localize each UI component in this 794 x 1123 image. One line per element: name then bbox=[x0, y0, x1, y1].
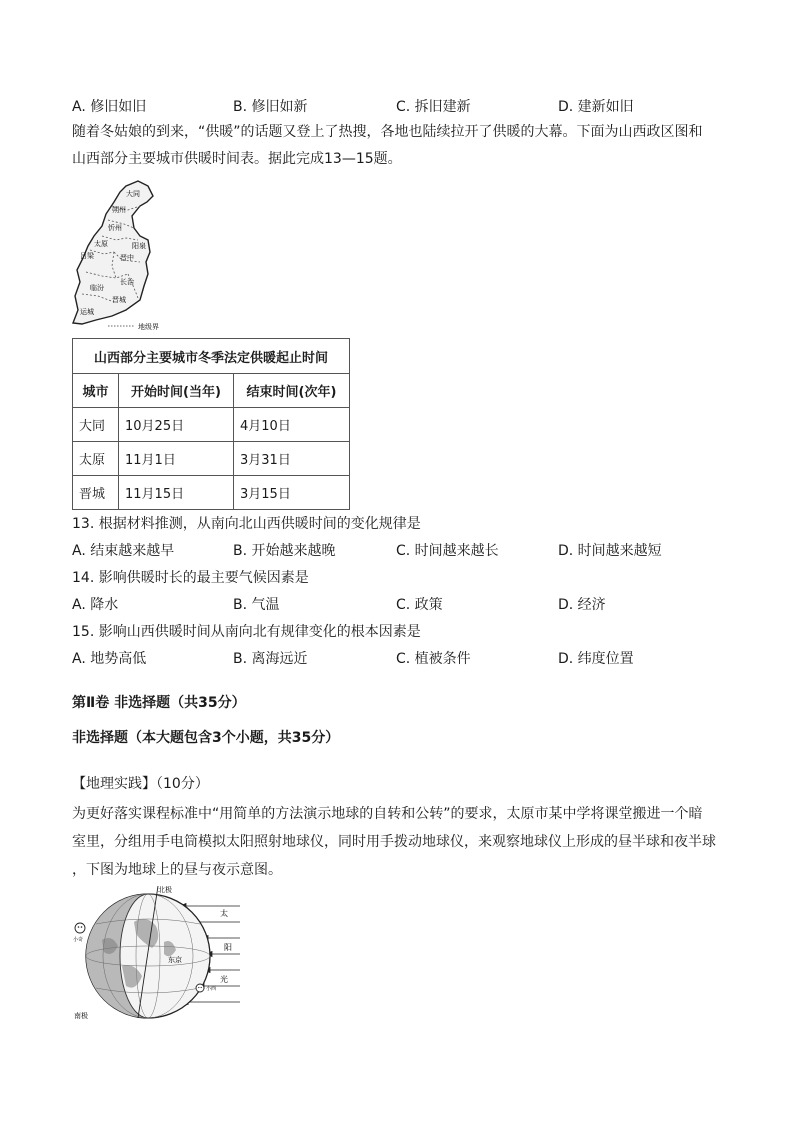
map-label-linfen: 临汾 bbox=[90, 284, 104, 292]
table-row bbox=[73, 408, 350, 442]
q13-stem: 13. 根据材料推测，从南向北山西供暖时间的变化规律是 bbox=[72, 516, 421, 532]
q12-option-d: D. 建新如旧 bbox=[558, 99, 634, 115]
tokyo-label: 东京 bbox=[168, 956, 182, 964]
q15-option-c: C. 植被条件 bbox=[396, 651, 471, 667]
q15-option-b: B. 离海远近 bbox=[233, 651, 308, 667]
table-cell: 大同 bbox=[73, 408, 119, 442]
q15-option-a: A. 地势高低 bbox=[72, 651, 147, 667]
table-row bbox=[73, 476, 350, 510]
south-pole-label: 南极 bbox=[74, 1012, 88, 1020]
part2-section-heading: 非选择题（本大题包含3个小题，共35分） bbox=[72, 730, 340, 746]
intro-line-1: 随着冬姑娘的到来，“供暖”的话题又登上了热搜，各地也陆续拉开了供暖的大幕。下面为山西政区图和 bbox=[72, 124, 703, 140]
map-label-taiyuan: 太原 bbox=[94, 240, 108, 248]
map-label-yangquan: 阳泉 bbox=[132, 242, 146, 250]
table-header-end: 结束时间(次年) bbox=[234, 374, 350, 408]
table-cell: 10月25日 bbox=[119, 408, 234, 442]
part2-title: 第Ⅱ卷 非选择题（共35分） bbox=[72, 695, 246, 711]
q12-option-c: C. 拆旧建新 bbox=[396, 99, 471, 115]
q14-option-d: D. 经济 bbox=[558, 597, 606, 613]
q14-stem: 14. 影响供暖时长的最主要气候因素是 bbox=[72, 570, 309, 586]
q15-option-d: D. 纬度位置 bbox=[558, 651, 634, 667]
table-cell: 3月15日 bbox=[234, 476, 350, 510]
q12-option-b: B. 修旧如新 bbox=[233, 99, 308, 115]
table-cell: 太原 bbox=[73, 442, 119, 476]
north-pole-label: 北极 bbox=[158, 886, 172, 894]
map-legend-label: 地级界 bbox=[138, 323, 159, 331]
q13-option-c: C. 时间越来越长 bbox=[396, 543, 499, 559]
q12-option-a: A. 修旧如旧 bbox=[72, 99, 147, 115]
person-right-label: 小西 bbox=[206, 986, 217, 992]
heating-schedule-table bbox=[72, 338, 350, 510]
table-header-start: 开始时间(当年) bbox=[119, 374, 234, 408]
practice-line-3: ，下图为地球上的昼与夜示意图。 bbox=[72, 862, 282, 878]
q15-stem: 15. 影响山西供暖时间从南向北有规律变化的根本因素是 bbox=[72, 624, 421, 640]
map-label-datong: 大同 bbox=[126, 190, 140, 198]
q14-option-c: C. 政策 bbox=[396, 597, 443, 613]
practice-heading: 【地理实践】（10分） bbox=[72, 776, 209, 792]
intro-line-2: 山西部分主要城市供暖时间表。据此完成13—15题。 bbox=[72, 151, 402, 167]
map-label-changzhi: 长治 bbox=[120, 278, 134, 286]
table-header-row bbox=[73, 374, 350, 408]
q13-option-d: D. 时间越来越短 bbox=[558, 543, 662, 559]
sun-char-1: 太 bbox=[220, 909, 228, 918]
table-cell: 3月31日 bbox=[234, 442, 350, 476]
q13-option-b: B. 开始越来越晚 bbox=[233, 543, 336, 559]
map-label-jincheng: 晋城 bbox=[112, 296, 126, 304]
table-caption: 山西部分主要城市冬季法定供暖起止时间 bbox=[73, 339, 350, 374]
table-cell: 11月1日 bbox=[119, 442, 234, 476]
practice-line-2: 室里，分组用手电筒模拟太阳照射地球仪，同时用手拨动地球仪，来观察地球仪上形成的昼半球和夜半球 bbox=[72, 834, 716, 850]
table-cell: 11月15日 bbox=[119, 476, 234, 510]
q14-option-b: B. 气温 bbox=[233, 597, 280, 613]
map-label-yuncheng: 运城 bbox=[80, 308, 94, 316]
shanxi-map bbox=[68, 178, 178, 334]
table-header-city: 城市 bbox=[73, 374, 119, 408]
person-left-icon bbox=[75, 923, 85, 933]
table-row bbox=[73, 442, 350, 476]
q13-option-a: A. 结束越来越早 bbox=[72, 543, 175, 559]
map-label-lvliang: 吕梁 bbox=[80, 252, 94, 260]
table-cell: 4月10日 bbox=[234, 408, 350, 442]
sun-char-3: 光 bbox=[220, 975, 228, 984]
globe-day-night-diagram bbox=[72, 884, 244, 1020]
map-label-xinzhou: 忻州 bbox=[108, 224, 122, 232]
sun-char-2: 阳 bbox=[224, 943, 232, 952]
table-cell: 晋城 bbox=[73, 476, 119, 510]
q14-option-a: A. 降水 bbox=[72, 597, 119, 613]
map-label-jinzhong: 晋中 bbox=[120, 254, 134, 262]
map-label-shuozhou: 朔州 bbox=[112, 206, 126, 214]
person-right-icon bbox=[196, 984, 204, 992]
person-left-label: 小奇 bbox=[73, 937, 84, 943]
practice-line-1: 为更好落实课程标准中“用简单的方法演示地球的自转和公转”的要求，太原市某中学将课堂搬进一个暗 bbox=[72, 806, 703, 822]
